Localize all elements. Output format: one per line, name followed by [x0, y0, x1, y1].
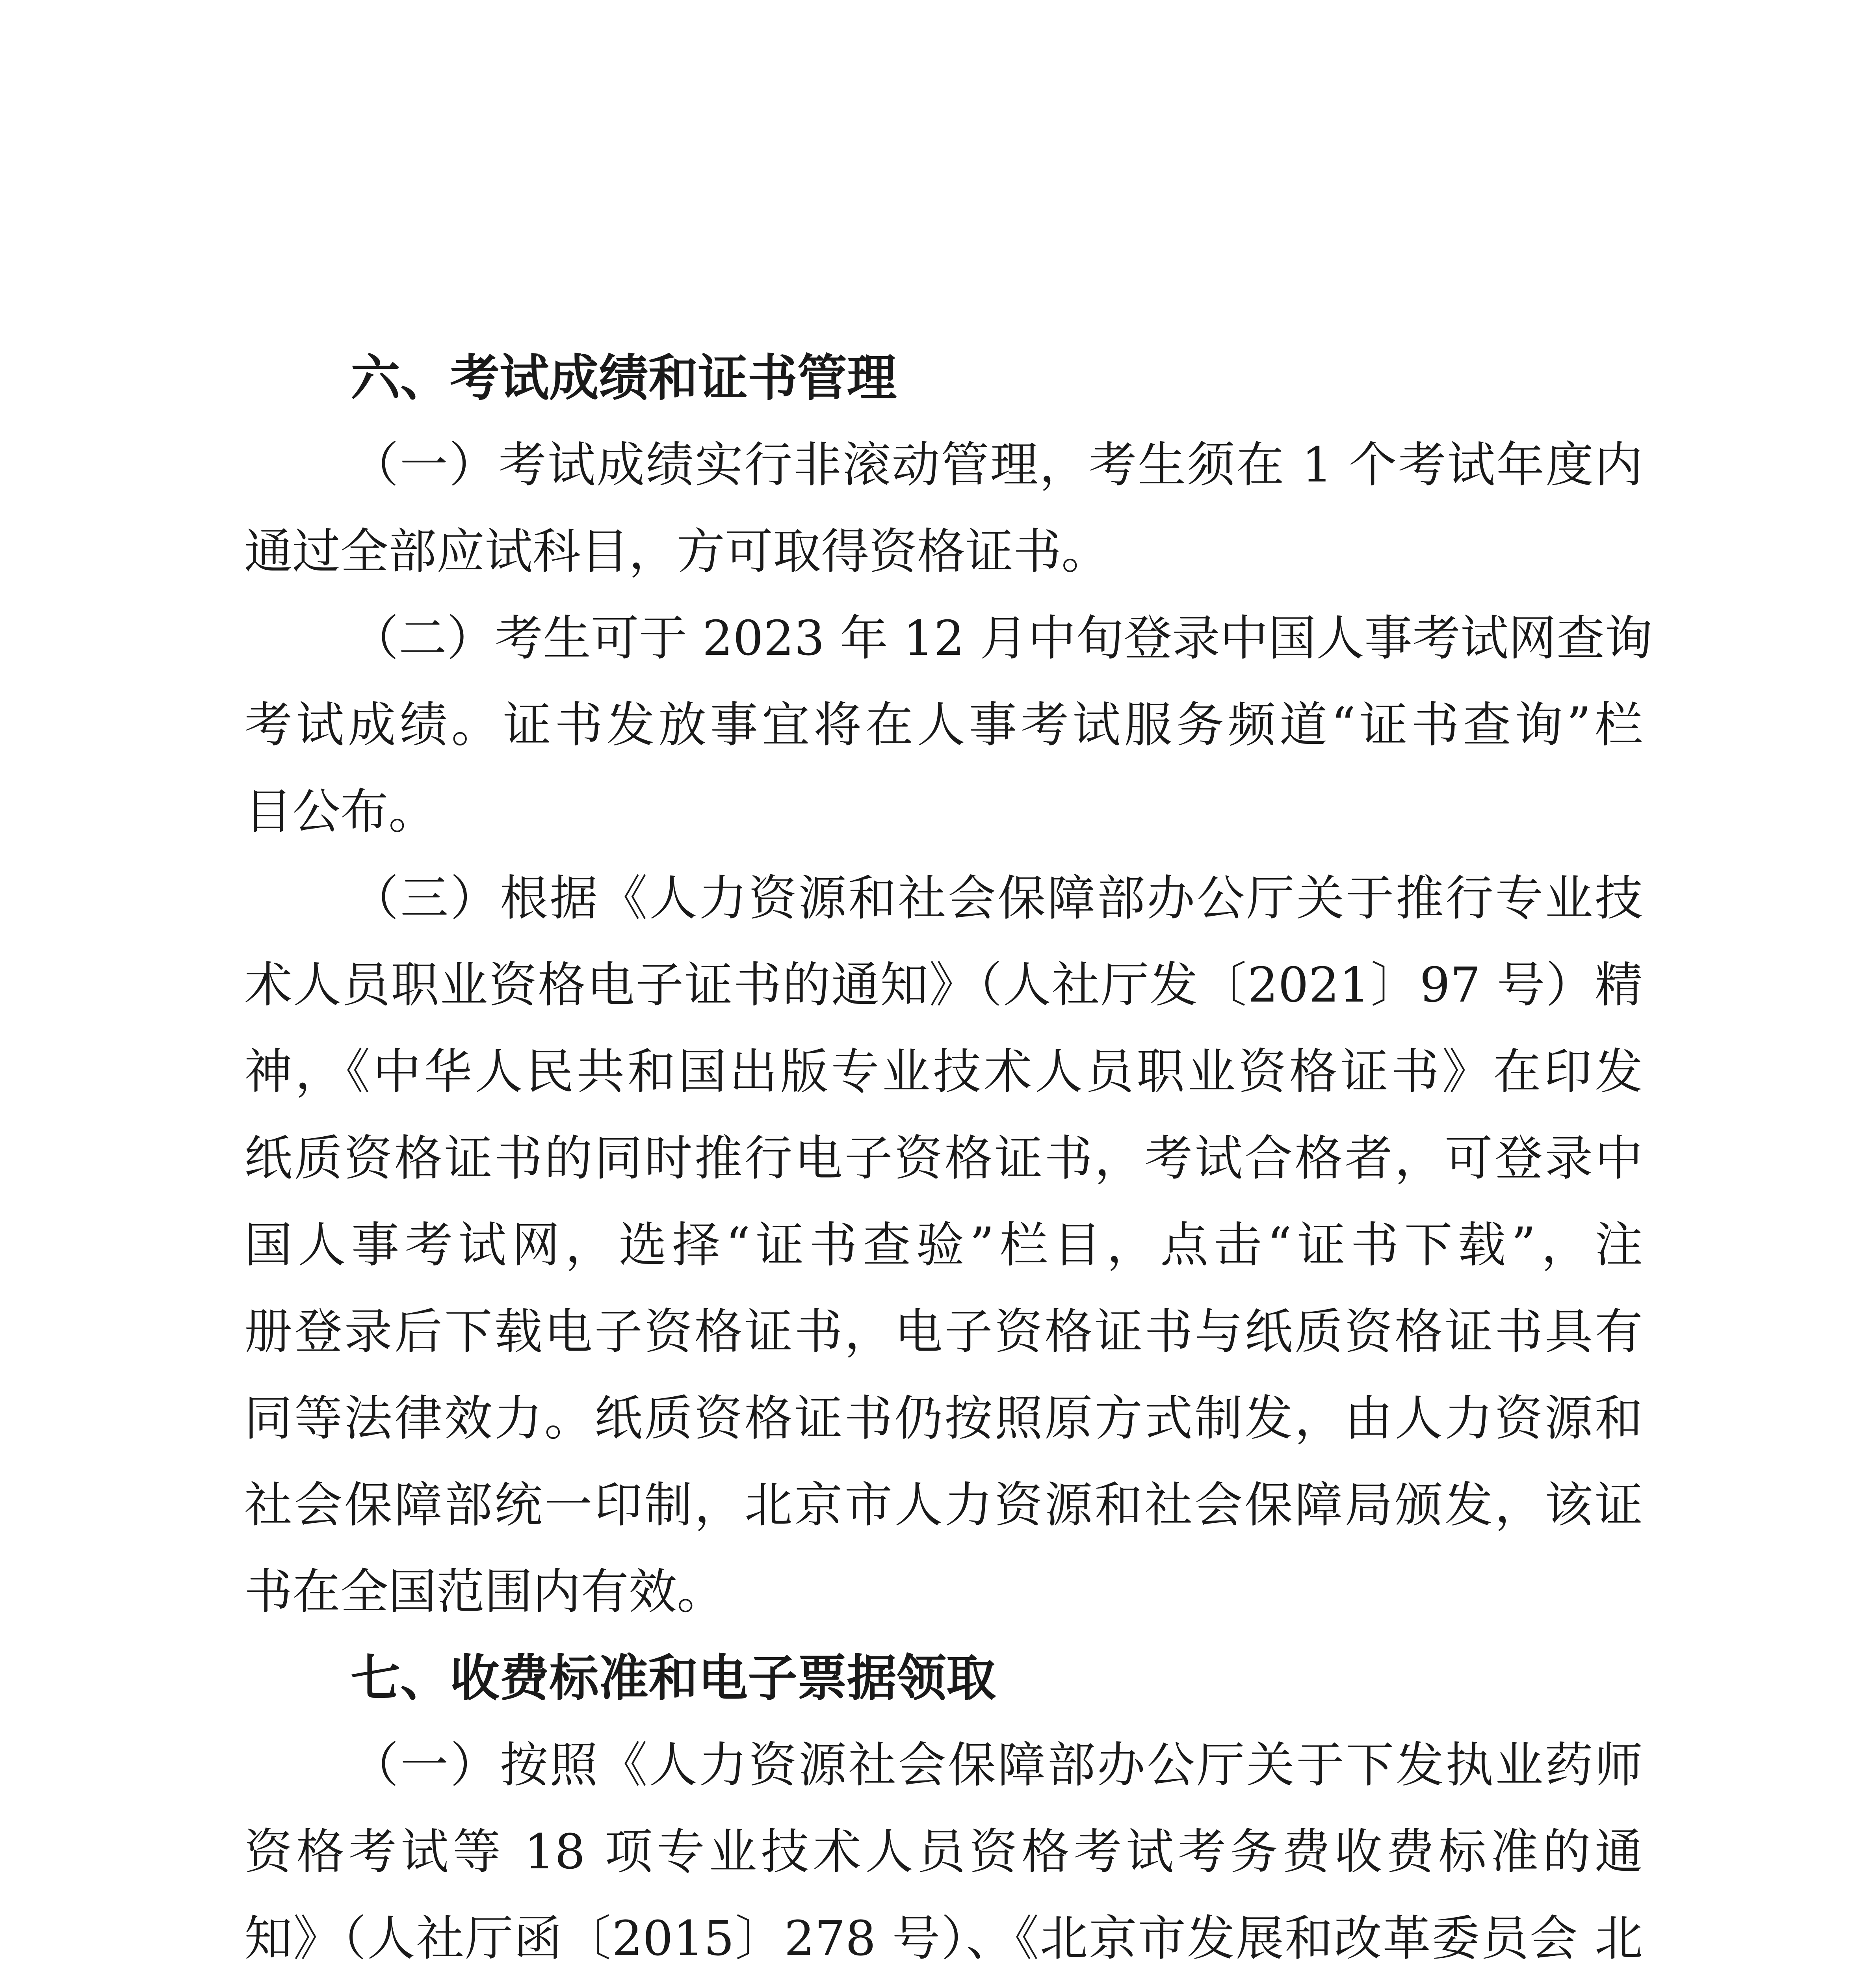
text-line: 考试成绩。证书发放事宜将在人事考试服务频道“证书查询”栏 — [244, 697, 1643, 753]
text-line: 册登录后下载电子资格证书，电子资格证书与纸质资格证书具有 — [244, 1304, 1643, 1360]
text-line: （一）考试成绩实行非滚动管理，考生须在 1 个考试年度内 — [351, 437, 1643, 493]
paragraph-6-1 — [244, 422, 1643, 595]
text-line: 术人员职业资格电子证书的通知》（人社厅发〔2021〕97 号）精 — [244, 957, 1643, 1013]
text-line: （一）按照《人力资源社会保障部办公厅关于下发执业药师 — [351, 1737, 1643, 1793]
text-line: 同等法律效力。纸质资格证书仍按照原方式制发，由人力资源和 — [244, 1390, 1643, 1446]
text-line: 书在全国范围内有效。 — [244, 1564, 725, 1620]
text-line: 国人事考试网，选择“证书查验”栏目，点击“证书下载”，注 — [244, 1217, 1643, 1273]
paragraph-7-1 — [244, 1722, 1643, 1970]
text-line: （二）考生可于 2023 年 12 月中旬登录中国人事考试网查询 — [351, 610, 1653, 666]
text-line: 通过全部应试科目，方可取得资格证书。 — [244, 524, 1109, 580]
section-heading-6: 六、考试成绩和证书管理 — [351, 349, 897, 407]
text-line: 神，《中华人民共和国出版专业技术人员职业资格证书》在印发 — [244, 1044, 1643, 1100]
text-line: 目公布。 — [244, 784, 436, 840]
text-line: 纸质资格证书的同时推行电子资格证书，考试合格者，可登录中 — [244, 1130, 1643, 1186]
text-line: 资格考试等 18 项专业技术人员资格考试考务费收费标准的通 — [244, 1824, 1643, 1880]
paragraph-6-2 — [244, 595, 1653, 855]
text-line: 社会保障部统一印制，北京市人力资源和社会保障局颁发，该证 — [244, 1477, 1643, 1533]
document-body — [244, 335, 1653, 1970]
text-line: 知》（人社厅函〔2015〕278 号）、《北京市发展和改革委员会 北 — [244, 1911, 1643, 1966]
section-heading-7: 七、收费标准和电子票据领取 — [351, 1649, 996, 1707]
paragraph-6-3 — [244, 855, 1643, 1635]
text-line: （三）根据《人力资源和社会保障部办公厅关于推行专业技 — [351, 870, 1643, 926]
